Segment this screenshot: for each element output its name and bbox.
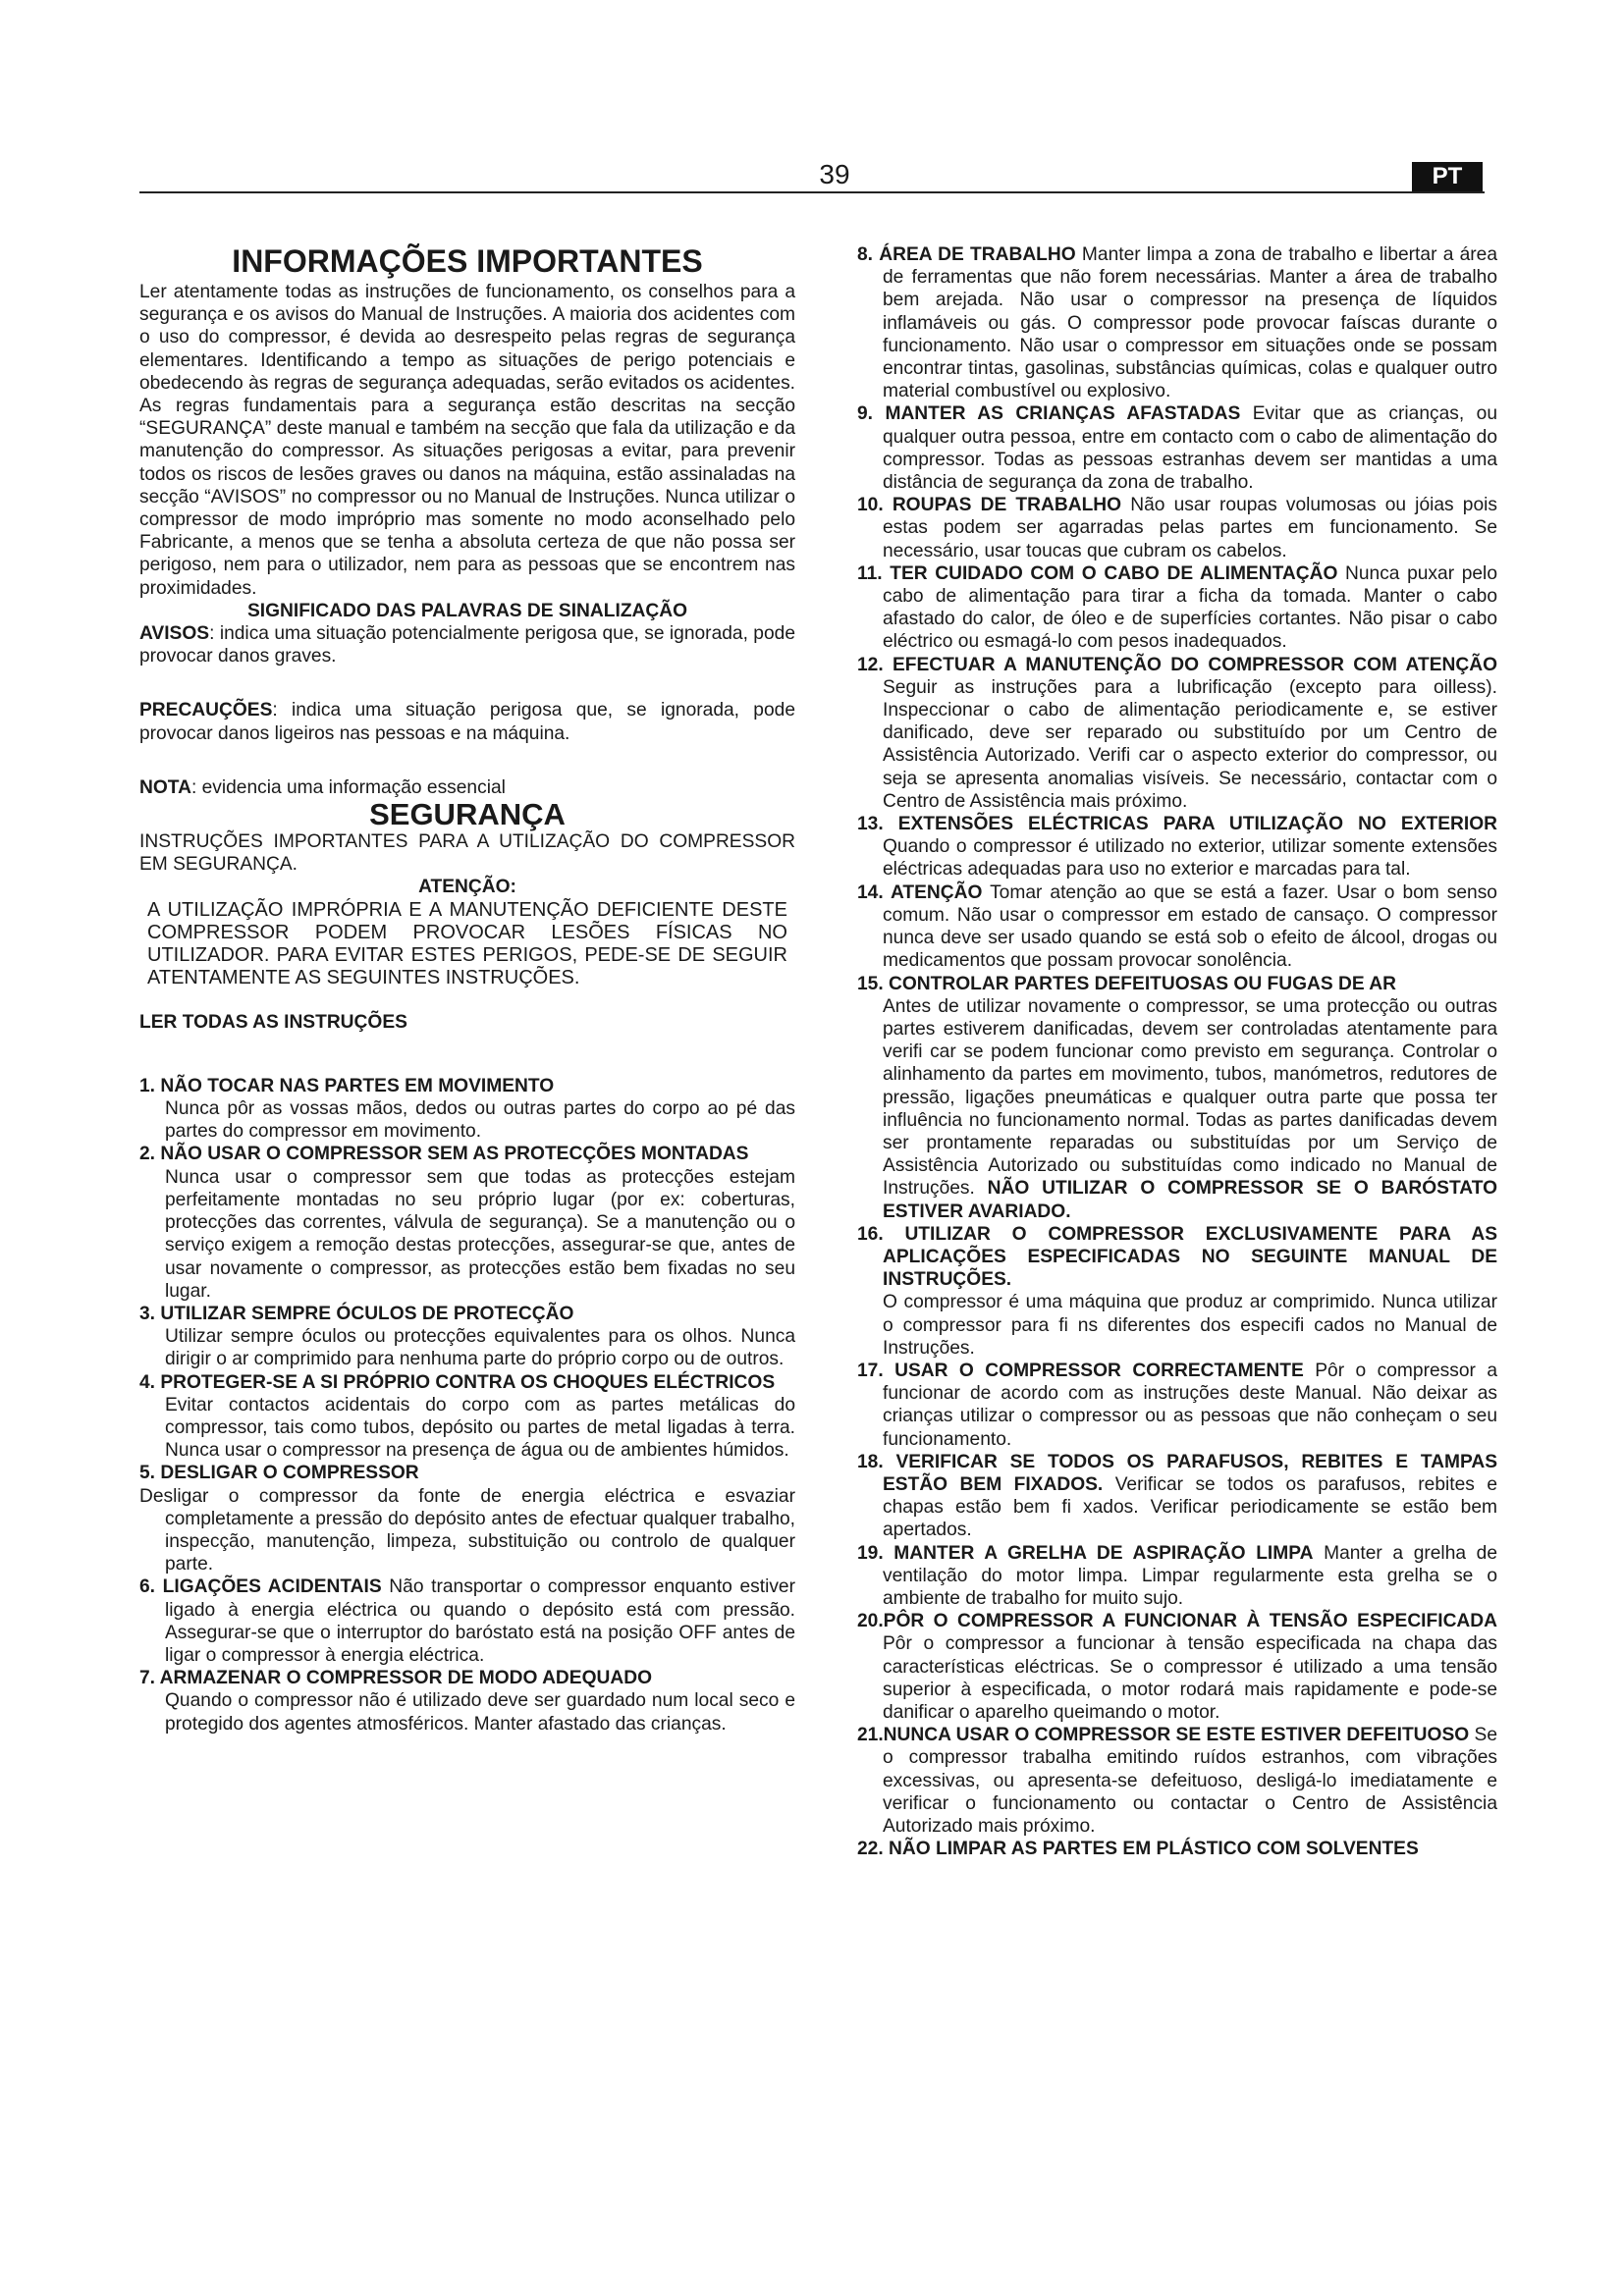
item-body: Manter a grelha de ventilação do motor limpa. Limpar regularmente esta grelha se o ambiente de trabalho for muito sujo. (883, 1542, 1497, 1609)
item-body: Desligar o compressor da fonte de energia eléctrica e esvaziar completamente a pressão do depósito antes de efectuar qualquer trabalho, inspecção, manutenção, limpeza, substituição ou controlo de qualquer parte. (139, 1485, 795, 1575)
list-item (139, 1075, 795, 1144)
item-title: 22. NÃO LIMPAR AS PARTES EM PLÁSTICO COM SOLVENTES (857, 1839, 1419, 1860)
list-item (857, 1451, 1497, 1542)
definition-avisos (139, 622, 795, 667)
definition-nota (139, 776, 795, 799)
safety-subtitle: INSTRUÇÕES IMPORTANTES PARA A UTILIZAÇÃO DO COMPRESSOR EM SEGURANÇA. (139, 831, 795, 876)
item-title: 19. MANTER A GRELHA DE ASPIRAÇÃO LIMPA (857, 1542, 1314, 1564)
list-item (139, 1667, 795, 1735)
section-title-important-info: INFORMAÇÕES IMPORTANTES (232, 243, 703, 279)
left-column (139, 241, 795, 1735)
item-body: Evitar contactos acidentais do corpo com as partes metálicas do compressor, tais como tubos, depósito ou partes de metal ligadas à terra. Nunca usar o compressor na presença de água ou de ambientes húmidos. (165, 1394, 795, 1462)
definition-term: AVISOS (139, 623, 210, 645)
list-item (139, 1371, 795, 1463)
item-body: Quando o compressor não é utilizado deve ser guardado num local seco e protegido dos agentes atmosféricos. Manter afastado das crianças. (165, 1690, 795, 1735)
item-body: Não transportar o compressor enquanto estiver ligado à energia eléctrica ou quando o depósito está com pressão. Assegurar-se que o interruptor do baróstato está na posição OFF antes de ligar o compressor à energia eléctrica. (165, 1576, 795, 1666)
item-body: Se o compressor trabalha emitindo ruídos estranhos, com vibrações excessivas, ou apresenta-se defeituoso, desligá-lo imediatamente e verificar o funcionamento ou contactar o Centro de Assistência Autorizado mais próximo. (883, 1725, 1497, 1838)
item-title: 3. UTILIZAR SEMPRE ÓCULOS DE PROTECÇÃO (139, 1303, 574, 1324)
list-item (857, 1542, 1497, 1611)
list-item (857, 243, 1497, 402)
item-title: 10. ROUPAS DE TRABALHO (857, 495, 1122, 516)
item-body: Evitar que as crianças, ou qualquer outra pessoa, entre em contacto com o cabo de alimentação do compressor. Todas as pessoas estranhas devem ser mantidas a uma distância de segurança da zona de trabalho. (883, 403, 1497, 494)
item-title: 14. ATENÇÃO (857, 881, 983, 903)
list-item (857, 402, 1497, 494)
item-body: Utilizar sempre óculos ou protecções equivalentes para os olhos. Nunca dirigir o ar comprimido para nenhuma parte do próprio corpo ou de outros. (165, 1326, 795, 1370)
item-title: 12. EFECTUAR A MANUTENÇÃO DO COMPRESSOR COM ATENÇÃO (857, 654, 1497, 675)
language-badge: PT (1412, 162, 1483, 191)
item-body: Antes de utilizar novamente o compressor, se uma protecção ou outras partes estiverem danificadas, devem ser controladas atentamente para verifi car se podem funcionar como previsto em segurança. Controlar o alinhamento da partes em movimento, tubos, manómetros, redutores de pressão, ligações pneumáticas e qualquer outra parte que possa ter influência no funcionamento normal. Todas as partes danificadas devem ser prontamente reparadas ou substituídas por um Serviço de Assistência Autorizado ou substituídas como indicado no Manual de Instruções. (883, 995, 1497, 1200)
item-title: 17. USAR O COMPRESSOR CORRECTAMENTE (857, 1360, 1304, 1381)
item-title: 20.PÔR O COMPRESSOR A FUNCIONAR À TENSÃO ESPECIFICADA (857, 1611, 1497, 1632)
item-body: Não usar roupas volumosas ou jóias pois estas podem ser agarradas pelas partes em funcionamento. Se necessário, usar toucas que cubram os cabelos. (883, 495, 1497, 561)
list-item (857, 1724, 1497, 1838)
item-title: 4. PROTEGER-SE A SI PRÓPRIO CONTRA OS CHOQUES ELÉCTRICOS (139, 1371, 776, 1393)
intro-paragraph: Ler atentamente todas as instruções de funcionamento, os conselhos para a segurança e os avisos do Manual de Instruções. A maioria dos acidentes com o uso do compressor, é devida ao desrespeito pelas regras de segurança elementares. Identificando a tempo as situações de perigo potenciais e obedecendo às regras de segurança adequadas, serão evitados os acidentes. As regras fundamentais para a segurança estão descritas na secção “SEGURANÇA” deste manual e também na secção que fala da utilização e da manutenção do compressor. As situações perigosas a evitar, para prevenir todos os riscos de lesões graves ou danos na máquina, estão assinaladas na secção “AVISOS” no compressor ou no Manual de Instruções. Nunca utilizar o compressor de modo impróprio mas somente no modo aconselhado pelo Fabricante, a menos que se tenha a absoluta certeza de que não possa ser perigoso, nem para o utilizador, nem para as pessoas que se encontrem nas proximidades. (139, 282, 795, 599)
list-item (857, 881, 1497, 973)
section-title-seguranca: SEGURANÇA (369, 797, 566, 832)
list-item (139, 1143, 795, 1302)
item-body: Manter limpa a zona de trabalho e libertar a área de ferramentas que não forem necessárias. Manter a área de trabalho bem arejada. Não usar o compressor na presença de líquidos inflamáveis ou gás. O compressor pode provocar faíscas durante o funcionamento. Não usar o compressor em situações onde se possam encontrar tintas, gasolinas, substâncias químicas, colas e qualquer outro material combustível ou explosivo. (883, 244, 1498, 402)
item-warning: NÃO UTILIZAR O COMPRESSOR SE O BARÓSTATO ESTIVER AVARIADO. (883, 1178, 1497, 1222)
definition-precaucoes (139, 699, 795, 744)
signal-words-heading: SIGNIFICADO DAS PALAVRAS DE SINALIZAÇÃO (246, 600, 688, 621)
item-body: Verificar se todos os parafusos, rebites e chapas estão bem fi xados. Verificar periodicamente se estão bem apertados. (883, 1473, 1498, 1541)
list-item (857, 1610, 1497, 1724)
list-item (139, 1462, 795, 1575)
item-title: 18. VERIFICAR SE TODOS OS PARAFUSOS, REBITES E TAMPAS ESTÃO BEM FIXADOS. (857, 1451, 1497, 1495)
definition-text: : evidencia uma informação essencial (190, 776, 506, 798)
definition-term: PRECAUÇÕES (139, 700, 273, 721)
item-title: 6. LIGAÇÕES ACIDENTAIS (139, 1576, 382, 1598)
item-title: 11. TER CUIDADO COM O CABO DE ALIMENTAÇÃO (857, 562, 1338, 584)
item-body: Tomar atenção ao que se está a fazer. Usar o bom senso comum. Não usar o compressor em estado de cansaço. O compressor nunca deve ser usado quando se está sob o efeito de álcool, drogas ou medicamentos que possam provocar sonolência. (883, 881, 1497, 972)
list-item (857, 973, 1497, 1223)
definition-term: NOTA (139, 776, 191, 798)
item-title: 5. DESLIGAR O COMPRESSOR (139, 1463, 419, 1484)
list-item (857, 494, 1497, 562)
list-item (857, 1223, 1497, 1360)
item-body: Nunca pôr as vossas mãos, dedos ou outras partes do corpo ao pé das partes do compressor em movimento. (165, 1098, 795, 1143)
item-title: 13. EXTENSÕES ELÉCTRICAS PARA UTILIZAÇÃO NO EXTERIOR (857, 814, 1497, 835)
item-body: Pôr o compressor a funcionar de acordo com as instruções deste Manual. Não deixar as crianças utilizar o compressor ou as pessoas que não conheçam o seu funcionamento. (883, 1360, 1497, 1450)
list-item (857, 813, 1497, 881)
page-number: 39 (819, 159, 850, 189)
item-title: 1. NÃO TOCAR NAS PARTES EM MOVIMENTO (139, 1075, 555, 1096)
attention-text: A UTILIZAÇÃO IMPRÓPRIA E A MANUTENÇÃO DEFICIENTE DESTE COMPRESSOR PODEM PROVOCAR LESÕES FÍSICAS NO UTILIZADOR. PARA EVITAR ESTES PERIGOS, PEDE-SE DE SEGUIR ATENTAMENTE AS SEGUINTES INSTRUÇÕES. (147, 898, 787, 988)
item-title: 16. UTILIZAR O COMPRESSOR EXCLUSIVAMENTE PARA AS APLICAÇÕES ESPECIFICADAS NO SEGUINTE MANUAL DE INSTRUÇÕES. (857, 1223, 1497, 1291)
item-title: 9. MANTER AS CRIANÇAS AFASTADAS (857, 403, 1241, 425)
list-item (139, 1575, 795, 1667)
item-title: 15. CONTROLAR PARTES DEFEITUOSAS OU FUGAS DE AR (857, 973, 1397, 994)
header-rule (139, 191, 1485, 193)
list-item (139, 1303, 795, 1371)
item-title: 2. NÃO USAR O COMPRESSOR SEM AS PROTECÇÕES MONTADAS (139, 1144, 749, 1165)
list-item (857, 1360, 1497, 1451)
definition-text: : indica uma situação perigosa que, se ignorada, pode provocar danos ligeiros nas pessoas e na máquina. (139, 700, 795, 744)
right-column (857, 243, 1497, 1860)
attention-heading: ATENÇÃO: (418, 877, 516, 898)
item-body: Pôr o compressor a funcionar à tensão especificada na chapa das características eléctricas. Se o compressor é utilizado a uma tensão superior à especificada, o motor rodará mais rapidamente e pode-se danificar o aparelho queimando o motor. (883, 1633, 1497, 1723)
list-item (857, 654, 1497, 813)
item-body: Nunca puxar pelo cabo de alimentação para tirar a ficha da tomada. Manter o cabo afastado do calor, de óleo e de superfícies cortantes. Não pisar o cabo eléctrico ou esmagá-lo com pesos inadequados. (883, 562, 1497, 653)
item-body: Quando o compressor é utilizado no exterior, utilizar somente extensões eléctricas adequadas para uso no exterior e marcadas para tal. (883, 836, 1497, 881)
item-title: 21.NUNCA USAR O COMPRESSOR SE ESTE ESTIVER DEFEITUOSO (857, 1725, 1470, 1746)
item-body: O compressor é uma máquina que produz ar comprimido. Nunca utilizar o compressor para fi ns diferentes dos especifi cados no Manual de Instruções. (883, 1292, 1497, 1359)
definition-text: : indica uma situação potencialmente perigosa que, se ignorada, pode provocar danos graves. (139, 623, 795, 667)
read-all-instructions: LER TODAS AS INSTRUÇÕES (139, 1011, 407, 1033)
item-title: 7. ARMAZENAR O COMPRESSOR DE MODO ADEQUADO (139, 1668, 652, 1689)
item-body: Nunca usar o compressor sem que todas as protecções estejam perfeitamente montadas no seu próprio lugar (por ex: coberturas, protecções das correntes, válvula de segurança). Se a manutenção ou o serviço exigem a remoção destas protecções, assegurar-se que, antes de usar novamente o compressor, as protecções estão bem fixadas no seu lugar. (165, 1166, 795, 1302)
item-title: 8. ÁREA DE TRABALHO (857, 244, 1076, 265)
list-item (857, 562, 1497, 654)
list-item (857, 1838, 1497, 1860)
item-body: Seguir as instruções para a lubrificação (excepto para oilless). Inspeccionar o cabo de alimentação periodicamente e, se estiver danificado, deve ser reparado ou substituído por um Centro de Assistência Autorizado. Verifi car o aspecto exterior do compressor, ou seja se apresenta anomalias visíveis. Se necessário, contactar com o Centro de Assistência mais próximo. (883, 676, 1497, 812)
